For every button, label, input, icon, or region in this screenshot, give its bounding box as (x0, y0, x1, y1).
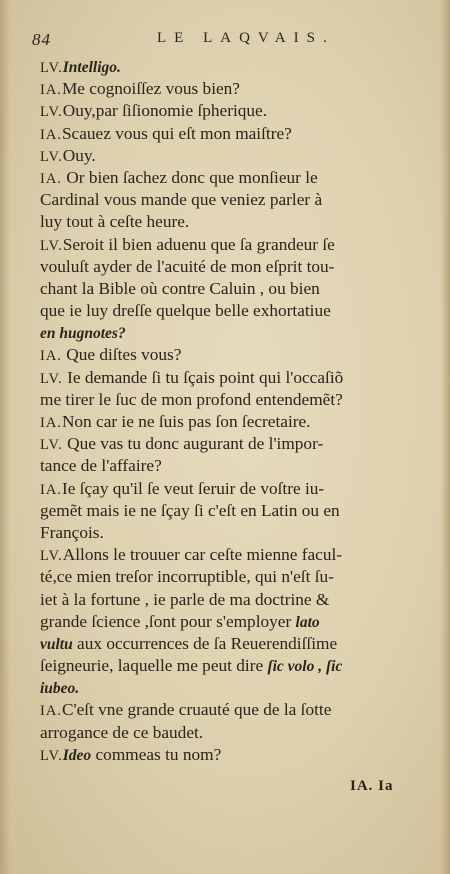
line-text: luy tout à ceſte heure. (40, 212, 190, 232)
speaker-abbreviation: LV. (40, 370, 63, 387)
line-text: commeas tu nom? (91, 744, 222, 764)
text-line (40, 677, 430, 699)
speaker-abbreviation: IA. (40, 348, 62, 365)
speaker-abbreviation: LV. (40, 104, 63, 121)
speaker-abbreviation: IA. (40, 703, 62, 720)
text-line (40, 256, 430, 278)
text-line (40, 322, 430, 344)
speaker-abbreviation: IA. (40, 82, 62, 99)
text-line (40, 300, 430, 322)
line-text: C'eſt vne grande cruauté que de la ſotte (61, 700, 332, 720)
line-text: Que diſtes vous? (61, 345, 182, 365)
page-edge-shadow (440, 0, 450, 874)
text-line (40, 411, 430, 433)
line-text: aux occurrences de ſa Reuerendiſſime (72, 633, 338, 653)
text-line (40, 455, 430, 477)
italic-text: iubeo. (40, 680, 80, 698)
line-text: Allons le trouuer car ceſte mienne facul- (62, 545, 343, 565)
speaker-abbreviation: IA. (40, 415, 62, 431)
text-line (40, 744, 430, 766)
text-line (40, 589, 430, 611)
italic-text: ſic volo , ſic (267, 658, 343, 676)
line-text: Scauez vous qui eſt mon maiſtre? (61, 123, 292, 143)
text-line (40, 167, 430, 189)
dialogue-text (40, 56, 430, 766)
text-line (40, 478, 430, 500)
text-line (40, 699, 430, 721)
speaker-abbreviation: LV. (40, 60, 63, 76)
text-line (40, 611, 430, 633)
line-text: Me cognoiſſez vous bien? (61, 79, 240, 99)
text-line (40, 123, 430, 145)
line-text: Seroit il bien aduenu que ſa grandeur ſe (62, 234, 335, 254)
text-line (40, 234, 430, 256)
text-line (40, 189, 430, 211)
italic-text: vultu (40, 635, 73, 653)
speaker-abbreviation: LV. (40, 747, 63, 764)
page-edge-shadow (0, 0, 10, 874)
speaker-abbreviation: LV. (40, 437, 63, 454)
line-text: vouluſt ayder de l'acuité de mon eſprit tou- (40, 256, 335, 276)
text-line (40, 100, 430, 122)
line-text: que ie luy dreſſe quelque belle exhortatiue (40, 301, 331, 321)
line-text: François. (40, 522, 104, 542)
line-text: grande ſcience ,ſont pour s'employer (40, 611, 292, 631)
text-line (40, 56, 430, 78)
line-text: Or bien ſachez donc que monſieur le (61, 167, 318, 187)
speaker-abbreviation: IA. (40, 481, 62, 498)
line-text: gemẽt mais ie ne ſçay ſi c'eſt en Latin ou en (40, 500, 340, 520)
speaker-abbreviation: LV. (40, 237, 63, 254)
line-text: Cardinal vous mande que veniez parler à (40, 190, 323, 210)
text-line (40, 344, 430, 366)
page-header (32, 30, 412, 52)
line-text: ſeigneurie, laquelle me peut dire (40, 656, 264, 676)
page-number: 84 (32, 30, 51, 49)
speaker-abbreviation: LV. (40, 548, 63, 565)
italic-text: lato (295, 613, 320, 631)
line-text: té,ce mien treſor incorruptible, qui n'eſt ſu- (40, 567, 334, 587)
text-line (40, 722, 430, 744)
speaker-abbreviation: IA. (40, 126, 62, 143)
text-line (40, 522, 430, 544)
text-line (40, 389, 430, 411)
line-text: Ie ſçay qu'il ſe veut ſeruir de voſtre iu- (61, 478, 325, 498)
line-text: Non car ie ne ſuis pas ſon ſecretaire. (61, 412, 311, 431)
text-line (40, 145, 430, 167)
text-line (40, 211, 430, 233)
text-line (40, 544, 430, 566)
italic-text: Ideo (62, 746, 92, 764)
text-line (40, 278, 430, 300)
line-text: chant la Bible où contre Caluin , ou bien (40, 278, 320, 298)
text-line (40, 433, 430, 455)
speaker-abbreviation: LV. (40, 148, 63, 165)
line-text: me tirer le ſuc de mon profond entendemẽt? (40, 389, 343, 409)
catchword: IA. Ia (350, 778, 394, 794)
running-title: LE LAQVAIS. (157, 30, 335, 46)
line-text: Ouy. (62, 145, 96, 165)
italic-text: Intelligo. (62, 59, 121, 76)
line-text: arrogance de ce baudet. (40, 722, 204, 742)
text-line (40, 633, 430, 655)
text-line (40, 78, 430, 100)
italic-text: en hugnotes? (40, 325, 126, 343)
line-text: Ie demande ſi tu ſçais point qui l'occaſiõ (62, 367, 344, 387)
speaker-abbreviation: IA. (40, 170, 62, 187)
line-text: Que vas tu donc augurant de l'impor- (62, 434, 324, 454)
line-text: tance de l'affaire? (40, 456, 162, 476)
line-text: Ouy,par ſiſionomie ſpherique. (62, 101, 268, 121)
text-line (40, 566, 430, 588)
text-line (40, 655, 430, 677)
line-text: iet à la fortune , ie parle de ma doctrine & (40, 589, 330, 609)
text-line (40, 500, 430, 522)
text-line (40, 367, 430, 389)
